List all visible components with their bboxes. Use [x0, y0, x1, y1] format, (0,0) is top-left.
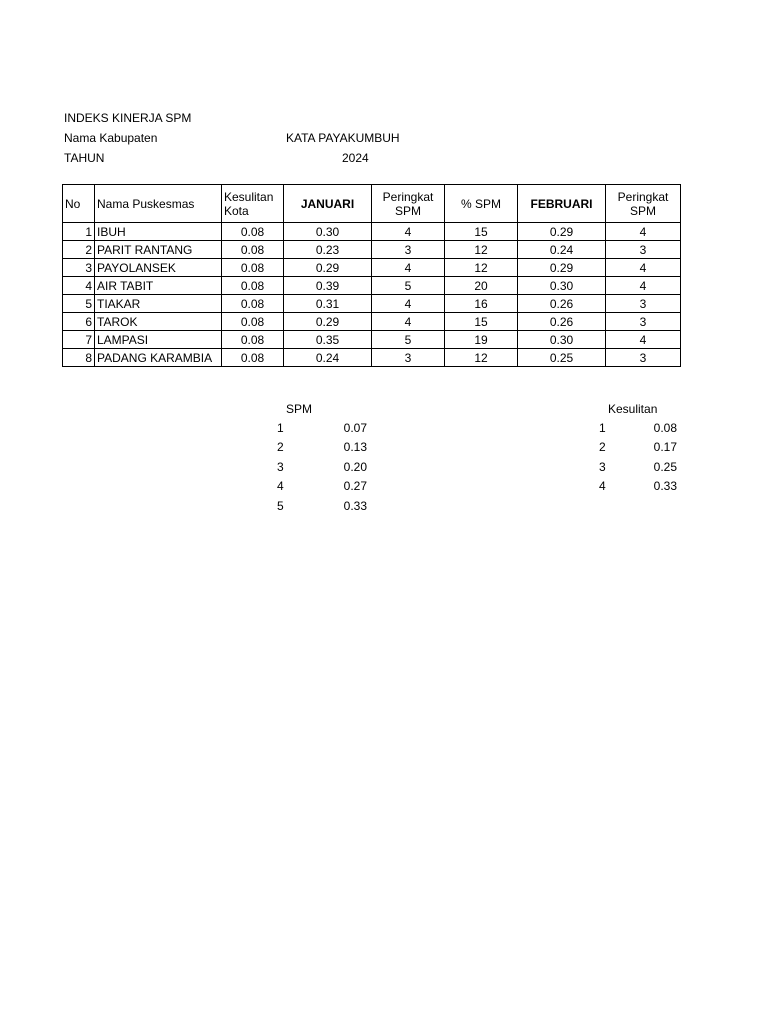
cell-januari: 0.29	[284, 259, 372, 277]
cell-februari: 0.29	[518, 223, 606, 241]
cell-no: 2	[63, 241, 95, 259]
spm-performance-table	[62, 184, 681, 367]
ref-level: 2	[277, 440, 284, 455]
ref-value: 0.20	[343, 459, 367, 474]
ref-level: 4	[277, 479, 284, 494]
ref-level: 2	[599, 440, 606, 455]
table-row	[63, 313, 681, 331]
table-row	[63, 295, 681, 313]
table-row	[63, 223, 681, 241]
col-header-persen-spm: % SPM	[445, 185, 518, 223]
ref-value: 0.07	[343, 420, 367, 435]
list-item	[277, 418, 367, 438]
cell-peringkat-spm-jan: 4	[372, 313, 445, 331]
cell-januari: 0.24	[284, 349, 372, 367]
cell-persen-spm: 12	[445, 349, 518, 367]
cell-persen-spm: 16	[445, 295, 518, 313]
cell-februari: 0.30	[518, 331, 606, 349]
cell-no: 3	[63, 259, 95, 277]
cell-februari: 0.29	[518, 259, 606, 277]
ref-level: 3	[599, 459, 606, 474]
list-item	[599, 457, 677, 477]
cell-no: 1	[63, 223, 95, 241]
cell-nama-puskesmas: PAYOLANSEK	[95, 259, 222, 277]
table-header-row	[63, 185, 681, 223]
kesulitan-ref-title: Kesulitan	[608, 402, 658, 416]
cell-kesulitan-kota: 0.08	[222, 349, 284, 367]
ref-value: 0.08	[653, 420, 677, 435]
ref-value: 0.17	[653, 440, 677, 455]
list-item	[277, 438, 367, 458]
list-item	[599, 477, 677, 497]
cell-kesulitan-kota: 0.08	[222, 223, 284, 241]
cell-nama-puskesmas: LAMPASI	[95, 331, 222, 349]
cell-persen-spm: 20	[445, 277, 518, 295]
kabupaten-value: KATA PAYAKUMBUH	[286, 131, 400, 145]
cell-no: 7	[63, 331, 95, 349]
cell-peringkat-spm-jan: 3	[372, 241, 445, 259]
ref-level: 5	[277, 498, 284, 513]
table-row	[63, 241, 681, 259]
cell-peringkat-spm-jan: 5	[372, 277, 445, 295]
cell-peringkat-spm-jan: 3	[372, 349, 445, 367]
cell-peringkat-spm-jan: 5	[372, 331, 445, 349]
list-item	[277, 496, 367, 516]
cell-januari: 0.35	[284, 331, 372, 349]
cell-januari: 0.39	[284, 277, 372, 295]
cell-peringkat-spm-jan: 4	[372, 295, 445, 313]
cell-februari: 0.30	[518, 277, 606, 295]
cell-peringkat-spm-feb: 4	[606, 223, 681, 241]
cell-peringkat-spm-feb: 3	[606, 313, 681, 331]
ref-level: 3	[277, 459, 284, 474]
spm-reference-table	[277, 418, 367, 516]
list-item	[599, 418, 677, 438]
cell-februari: 0.26	[518, 313, 606, 331]
table-row	[63, 277, 681, 295]
ref-value: 0.27	[343, 479, 367, 494]
col-header-nama-puskesmas: Nama Puskesmas	[95, 185, 222, 223]
ref-level: 1	[599, 420, 606, 435]
cell-nama-puskesmas: PARIT RANTANG	[95, 241, 222, 259]
cell-persen-spm: 12	[445, 241, 518, 259]
cell-peringkat-spm-feb: 3	[606, 295, 681, 313]
cell-februari: 0.25	[518, 349, 606, 367]
cell-kesulitan-kota: 0.08	[222, 259, 284, 277]
cell-peringkat-spm-feb: 4	[606, 259, 681, 277]
ref-level: 4	[599, 479, 606, 494]
tahun-label: TAHUN	[64, 151, 105, 165]
cell-no: 5	[63, 295, 95, 313]
cell-peringkat-spm-feb: 3	[606, 241, 681, 259]
cell-no: 6	[63, 313, 95, 331]
tahun-value: 2024	[342, 151, 369, 165]
cell-kesulitan-kota: 0.08	[222, 241, 284, 259]
table-row	[63, 331, 681, 349]
col-header-februari: FEBRUARI	[518, 185, 606, 223]
cell-januari: 0.23	[284, 241, 372, 259]
list-item	[599, 438, 677, 458]
cell-nama-puskesmas: TIAKAR	[95, 295, 222, 313]
cell-kesulitan-kota: 0.08	[222, 295, 284, 313]
cell-nama-puskesmas: AIR TABIT	[95, 277, 222, 295]
col-header-peringkat-spm-feb: Peringkat SPM	[606, 185, 681, 223]
ref-value: 0.33	[653, 479, 677, 494]
cell-persen-spm: 15	[445, 313, 518, 331]
cell-peringkat-spm-feb: 4	[606, 331, 681, 349]
kesulitan-reference-table	[599, 418, 677, 496]
report-title: INDEKS KINERJA SPM	[64, 111, 192, 125]
list-item	[277, 477, 367, 497]
cell-persen-spm: 12	[445, 259, 518, 277]
cell-peringkat-spm-feb: 4	[606, 277, 681, 295]
cell-februari: 0.24	[518, 241, 606, 259]
cell-peringkat-spm-jan: 4	[372, 259, 445, 277]
kabupaten-label: Nama Kabupaten	[64, 131, 158, 145]
cell-januari: 0.31	[284, 295, 372, 313]
cell-kesulitan-kota: 0.08	[222, 313, 284, 331]
cell-februari: 0.26	[518, 295, 606, 313]
col-header-peringkat-spm-jan: Peringkat SPM	[372, 185, 445, 223]
cell-persen-spm: 19	[445, 331, 518, 349]
ref-value: 0.13	[343, 440, 367, 455]
cell-nama-puskesmas: IBUH	[95, 223, 222, 241]
cell-kesulitan-kota: 0.08	[222, 277, 284, 295]
cell-no: 8	[63, 349, 95, 367]
ref-level: 1	[277, 420, 284, 435]
cell-januari: 0.30	[284, 223, 372, 241]
spm-ref-title: SPM	[286, 402, 313, 416]
ref-value: 0.25	[653, 459, 677, 474]
cell-persen-spm: 15	[445, 223, 518, 241]
ref-value: 0.33	[343, 498, 367, 513]
table-row	[63, 349, 681, 367]
cell-peringkat-spm-feb: 3	[606, 349, 681, 367]
col-header-kesulitan-kota: Kesulitan Kota	[222, 185, 284, 223]
col-header-januari: JANUARI	[284, 185, 372, 223]
cell-peringkat-spm-jan: 4	[372, 223, 445, 241]
cell-kesulitan-kota: 0.08	[222, 331, 284, 349]
cell-no: 4	[63, 277, 95, 295]
col-header-no: No	[63, 185, 95, 223]
cell-nama-puskesmas: TAROK	[95, 313, 222, 331]
cell-nama-puskesmas: PADANG KARAMBIA	[95, 349, 222, 367]
table-row	[63, 259, 681, 277]
cell-januari: 0.29	[284, 313, 372, 331]
list-item	[277, 457, 367, 477]
